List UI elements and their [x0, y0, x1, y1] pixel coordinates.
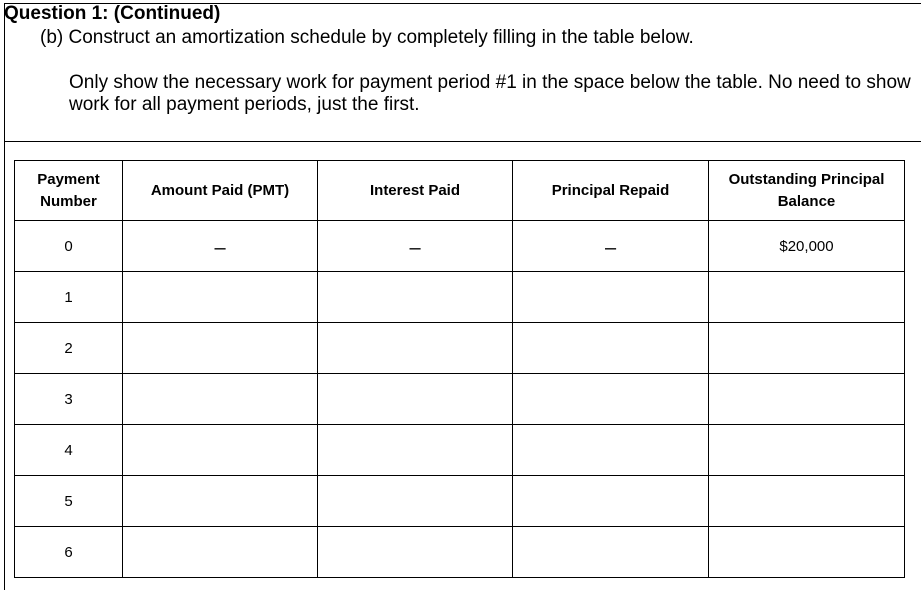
dash-placeholder: –	[409, 237, 421, 259]
table-header-row	[15, 161, 905, 221]
header-payment-number: Payment Number	[15, 161, 123, 221]
interest-paid-cell	[318, 221, 513, 272]
section-divider	[4, 141, 921, 142]
table-row	[15, 272, 905, 323]
amount-paid-input-cell[interactable]	[123, 374, 318, 425]
outstanding-balance-input-cell[interactable]	[709, 425, 905, 476]
period-number-cell: 2	[15, 323, 123, 374]
outstanding-balance-input-cell[interactable]	[709, 272, 905, 323]
amount-paid-cell	[123, 221, 318, 272]
table-row	[15, 374, 905, 425]
principal-repaid-input-cell[interactable]	[513, 476, 709, 527]
amount-paid-input-cell[interactable]	[123, 527, 318, 578]
interest-paid-input-cell[interactable]	[318, 476, 513, 527]
principal-repaid-cell	[513, 221, 709, 272]
period-number-cell: 0	[15, 221, 123, 272]
header-outstanding-balance: Outstanding Principal Balance	[709, 161, 905, 221]
outstanding-balance-input-cell[interactable]	[709, 527, 905, 578]
amount-paid-input-cell[interactable]	[123, 476, 318, 527]
outstanding-balance-input-cell[interactable]	[709, 374, 905, 425]
outstanding-balance-input-cell[interactable]	[709, 323, 905, 374]
period-number-cell: 6	[15, 527, 123, 578]
principal-repaid-input-cell[interactable]	[513, 425, 709, 476]
table-row	[15, 425, 905, 476]
interest-paid-input-cell[interactable]	[318, 272, 513, 323]
period-number-cell: 1	[15, 272, 123, 323]
period-number-cell: 5	[15, 476, 123, 527]
part-b-instruction: (b) Construct an amortization schedule by completely filling in the table below.	[40, 27, 694, 48]
amount-paid-input-cell[interactable]	[123, 272, 318, 323]
table-row	[15, 476, 905, 527]
question-title: Question 1: (Continued)	[4, 3, 221, 24]
principal-repaid-input-cell[interactable]	[513, 323, 709, 374]
outstanding-balance-input-cell[interactable]	[709, 476, 905, 527]
outstanding-balance-cell: $20,000	[709, 221, 905, 272]
amount-paid-input-cell[interactable]	[123, 425, 318, 476]
interest-paid-input-cell[interactable]	[318, 323, 513, 374]
period-number-cell: 4	[15, 425, 123, 476]
work-instruction: Only show the necessary work for payment period #1 in the space below the table. No need to show work for all payment periods, just the first.	[69, 72, 911, 115]
table-row	[15, 323, 905, 374]
interest-paid-input-cell[interactable]	[318, 374, 513, 425]
principal-repaid-input-cell[interactable]	[513, 272, 709, 323]
dash-placeholder: –	[214, 237, 226, 259]
table-row-period-0	[15, 221, 905, 272]
amortization-schedule-table	[14, 160, 905, 578]
principal-repaid-input-cell[interactable]	[513, 374, 709, 425]
header-interest-paid: Interest Paid	[318, 161, 513, 221]
table-row	[15, 527, 905, 578]
amount-paid-input-cell[interactable]	[123, 323, 318, 374]
dash-placeholder: –	[604, 237, 617, 259]
header-amount-paid: Amount Paid (PMT)	[123, 161, 318, 221]
period-number-cell: 3	[15, 374, 123, 425]
interest-paid-input-cell[interactable]	[318, 425, 513, 476]
header-principal-repaid: Principal Repaid	[513, 161, 709, 221]
interest-paid-input-cell[interactable]	[318, 527, 513, 578]
principal-repaid-input-cell[interactable]	[513, 527, 709, 578]
